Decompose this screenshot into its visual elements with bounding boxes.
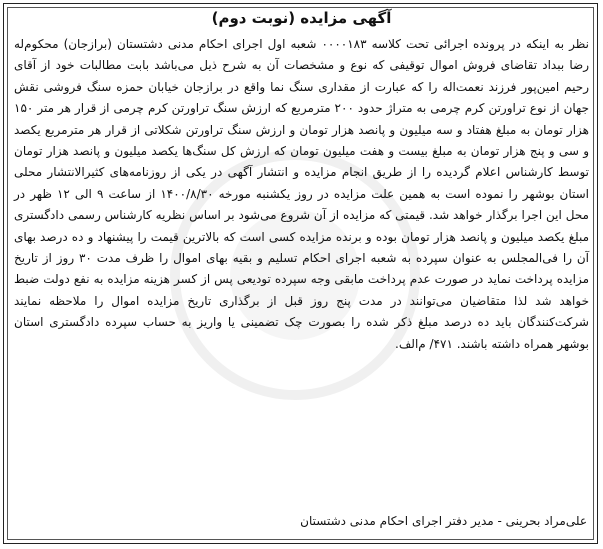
notice-title: آگهی مزایده (نوبت دوم) <box>211 9 392 27</box>
notice-signature: علی‌مراد بحرینی - مدیر دفتر اجرای احکام مدنی دشتستان <box>300 514 587 528</box>
notice-body: نظر به اینکه در پرونده اجرائی تحت کلاسه ۰۰۰۰۱۸۳ شعبه اول اجرای احکام مدنی دشتستان (برازجان) محکوم‌له رضا ببداد تقاضای فروش اموال توقیفی که نوع و مشخصات آن به شرح ذیل می‌باشد بابت مطالبات خود از آقای رحیم امین‌پور فرزند نعمت‌اله را که عبارت از مقداری سنگ نما واقع در برازجان خیابان حمزه سنگ فروشی نقش جهان از نوع تراورتن کرم چرمی به متراژ حدود ۲۰۰ مترمربع که ارزش سنگ تراورتن کرم چرمی از قرار هر متر ۱۵۰ هزار تومان به مبلغ هفتاد و سه میلیون و پانصد هزار تومان و ارزش سنگ تراورتن شکلاتی از قرار هر مترمربع یکصد و سی و پنج هزار تومان به مبلغ بیست و هفت میلیون تومان که ارزش کل سنگ‌ها یکصد میلیون و پانصد هزار تومان توسط کارشناس اعلام گردیده را از طریق انجام مزایده و انتشار آگهی در یکی از روزنامه‌های کثیرالانتشار محلی استان بوشهر را نموده است به همین علت مزایده در روز یکشنبه مورخه ۱۴۰۰/۸/۳۰ از ساعت ۹ الی ۱۲ ظهر در محل این اجرا برگذار خواهد شد. قیمتی که مزایده از آن شروع می‌شود بر اساس نظریه کارشناس رسمی دادگستری مبلغ یکصد میلیون و پانصد هزار تومان بوده و برنده مزایده کسی است که بالاترین قیمت را پیشنهاد و ده درصد بهای آن را فی‌المجلس به عنوان سپرده به شعبه اجرای احکام تسلیم و بقیه بهای اموال را ظرف مدت ۳۰ روز از تاریخ مزایده پرداخت نماید در صورت عدم پرداخت مابقی وجه سپرده تودیعی پس از کسر هزینه مزایده به نفع دولت ضبط خواهد شد لذا متقاضیان می‌توانند در مدت پنج روز قبل از برگذاری تاریخ مزایده اموال را ملاحظه نمایند شرکت‌کنندگان باید ده درصد مبلغ ذکر شده را بصورت چک تضمینی یا واریز به حساب سپرده دادگستری استان بوشهر همراه داشته باشند. ۴۷۱/ م‌الف. <box>14 37 589 351</box>
